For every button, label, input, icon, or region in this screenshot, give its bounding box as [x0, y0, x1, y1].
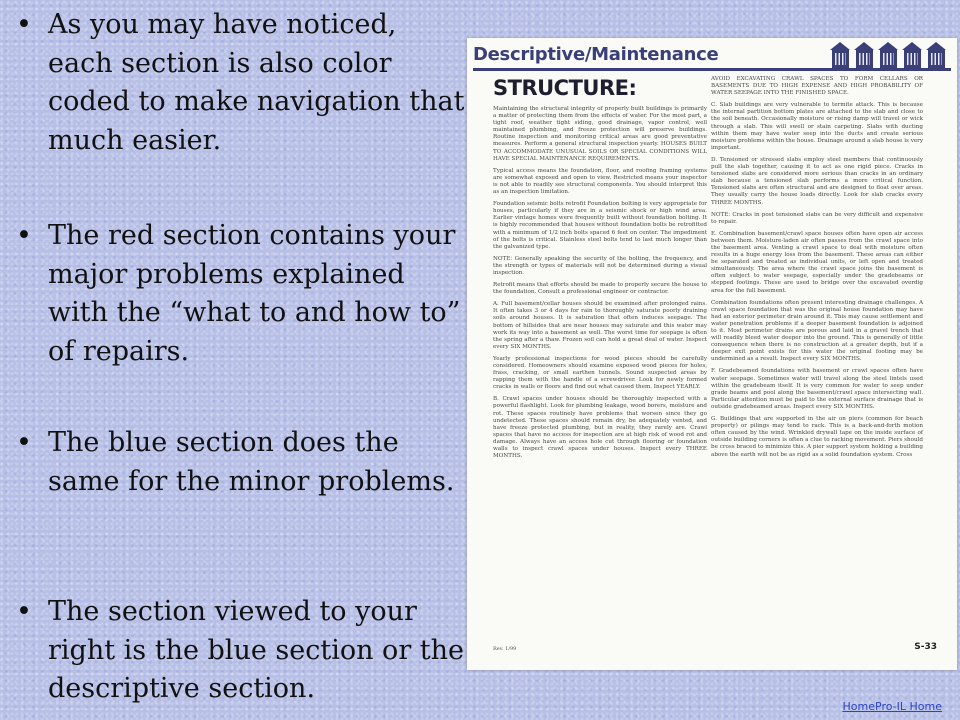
- house-icon: [926, 42, 947, 68]
- doc-paragraph: E. Combination basement/crawl space houses often have open air access between them. Moisture-laden air often passes from the crawl space into the basement area. Venting a crawl space to deal with moisture often results in a huge energy loss from the basement. These areas can either be separated and treated as individual units, or left open and treated simultaneously. The area where the crawl space joins the basement is often subject to water seepage, especially under the gradebeams or stepped footings. These are used to bridge over the excavated overdig area for the full basement.: [711, 230, 923, 294]
- document-page-number: S-33: [914, 642, 937, 652]
- document-left-column: [493, 76, 707, 465]
- doc-paragraph: NOTE: Generally speaking the security of the bolting, the frequency, and the strength or types of materials will not be determined during a visual inspection.: [493, 255, 707, 276]
- bullet-text: The blue section does the same for the minor problems.: [48, 427, 455, 497]
- bullet-text: As you may have noticed, each section is also color coded to make navigation that much easier.: [48, 9, 465, 156]
- doc-paragraph: B. Crawl spaces under houses should be thoroughly inspected with a powerful flashlight. Look for plumbing leakage, wood borers, moisture and rot. These spaces routinely have problems that worsen since they go undetected. These spaces should remain dry, be adequately vented, and have freeze protected plumbing, but in reality, they rarely are. Crawl spaces that have no access for inspection are at high risk of wood rot and damage. Always have an access hole cut through flooring or foundation walls to inspect crawl spaces under houses. Inspect every THREE MONTHS.: [493, 396, 707, 460]
- doc-paragraph: A. Full basement/cellar houses should be examined after prolonged rains. It often takes 3 or 4 days for rain to thoroughly saturate poorly draining soils around houses. It is saturation that often induces seepage. The bottom of hillsides that are near houses may saturate and this water may work its way into a basement as well. The worst time for seepage is often the spring after a thaw. Frozen soil can hold a great deal of water. Inspect every SIX MONTHS.: [493, 301, 707, 350]
- bullet-dot: •: [16, 220, 32, 251]
- doc-paragraph: C. Slab buildings are very vulnerable to termite attack. This is because the internal partition bottom plates are attached to the slab and close to the soil beneath. Occasionally moisture or rising damp will travel or wick through a slab. This will swell or stain carpeting. Slabs with ducting within them may have water seep into the ducts and create serious moisture problems within the house. Drainage around a slab house is very important.: [711, 102, 923, 151]
- document-revision: Rev. 1/99: [493, 646, 517, 652]
- header-rule: [473, 68, 951, 71]
- house-icon: [854, 42, 875, 68]
- doc-paragraph: Combination foundations often present interesting drainage challenges. A crawl space foundation that was the original house foundation may have had an exterior perimeter drain around it. This may cause settlement and water penetration problems if a deeper basement foundation is adjoined to it. Most perimeter drains are porous and laid in a gravel trench that will readily bleed water deeper into the ground. This is generally of little consequence when there is no construction at a greater depth, but if a deeper exit point exists for this water the original footing may be undermined as a result. Inspect every SIX MONTHS.: [711, 299, 923, 363]
- doc-paragraph: D. Tensioned or stressed slabs employ steel members that continuously pull the slab together, causing it to act as one rigid piece. Cracks in tensioned slabs are considered more serious than cracks in an ordinary slab because a tensioned slab performs a more critical function. Tensioned slabs are often structural and are designed to float over areas. They usually carry the house loads directly. Look for slab cracks every THREE MONTHS.: [711, 156, 923, 206]
- doc-paragraph: Foundation seismic bolts retrofit Foundation bolting is very appropriate for houses, particularly if they are in a seismic shock or high wind area. Earlier vintage homes were frequently built without foundation bolting. It is highly recommended that houses without foundation bolts be retrofitted with a minimum of 1/2 inch bolts spaced 6 feet on center. The impediment of the bolts is critical. Stainless steel bolts tend to last much longer than the galvanized type.: [493, 201, 707, 250]
- document-right-column: [711, 76, 923, 464]
- bullet-dot: •: [16, 9, 32, 40]
- section-title: STRUCTURE:: [493, 76, 637, 100]
- document-header: [473, 42, 951, 70]
- house-icons: [830, 42, 947, 68]
- bullet-text: The section viewed to your right is the blue section or the descriptive section.: [48, 596, 465, 704]
- home-link[interactable]: HomePro-IL Home: [842, 700, 942, 713]
- bullet-dot: •: [16, 596, 32, 627]
- bullet-item-color-coding: [12, 6, 467, 160]
- document-header-title: Descriptive/Maintenance: [473, 44, 719, 65]
- doc-paragraph: Typical access means the foundation, floor, and roofing framing systems are somewhat exposed and open to view. Restricted means your inspector is not able to readily see structural components. You should interpret this as an inspection limitation.: [493, 167, 707, 196]
- doc-paragraph: G. Buildings that are supported in the air on piers (common for beach property) or pilings may tend to rack. This is a back-and-forth motion often caused by the wind. Wrinkled drywall tape on the inside surface of outside building corners is often a clue to racking movement. Piers should be cross braced to minimize this. A pier support system holding a building above the earth will not be as rigid as a solid foundation system. Cross: [711, 416, 923, 458]
- doc-paragraph: Yearly professional inspections for wood pieces should be carefully considered. Homeowners should examine exposed wood pieces for holes, frass, cracking, or small earthen tunnels. Sound suspected areas by rapping them with the handle of a screwdriver. Look for newly formed cracks in walls or floors and find out what caused them. Inspect YEARLY.: [493, 355, 707, 391]
- doc-paragraph: AVOID EXCAVATING CRAWL SPACES TO FORM CELLARS OR BASEMENTS DUE TO HIGH EXPENSE AND HIGH PROBABILITY OF WATER SEEPAGE INTO THE FINISHED SPACE.: [711, 76, 923, 97]
- house-icon: [830, 42, 851, 68]
- doc-paragraph: Maintaining the structural integrity of properly built buildings is primarily a matter of protecting them from the effects of water. For the most part, a tight roof, weather tight siding, good drainage, vapor control, well maintained plumbing, and freeze protection will preserve buildings. Routine inspection and monitoring critical areas are good preventative measures. Perform a general structural inspection yearly. HOUSES BUILT TO ACCOMMODATE UNUSUAL SOILS OR SPECIAL CONDITIONS WILL HAVE SPECIAL MAINTENANCE REQUIREMENTS.: [493, 106, 707, 162]
- bullet-item-blue-section: [12, 424, 467, 501]
- doc-paragraph: F. Gradebeamed foundations with basement or crawl spaces often have water seepage. Sometimes water will travel along the steel lintels used within the gradebeam itself. It is very common for water to seep under grade beams and pool along the basement/crawl space intersecting wall. Particular attention must be paid to the external surface drainage that is outside gradebeamed areas. Inspect every SIX MONTHS.: [711, 368, 923, 410]
- bullet-item-viewed-section: [12, 593, 467, 709]
- doc-paragraph: NOTE: Cracks in post tensioned slabs can be very difficult and expensive to repair.: [711, 211, 923, 225]
- doc-paragraph: Retrofit means that efforts should be made to properly secure the house to the foundation. Consult a professional engineer or contractor.: [493, 282, 707, 296]
- document-page-image: [467, 38, 957, 670]
- bullet-text: The red section contains your major problems explained with the “what to and how to” of repairs.: [48, 220, 461, 367]
- bullet-item-red-section: [12, 217, 467, 371]
- house-icon: [878, 42, 899, 68]
- house-icon: [902, 42, 923, 68]
- bullet-dot: •: [16, 427, 32, 458]
